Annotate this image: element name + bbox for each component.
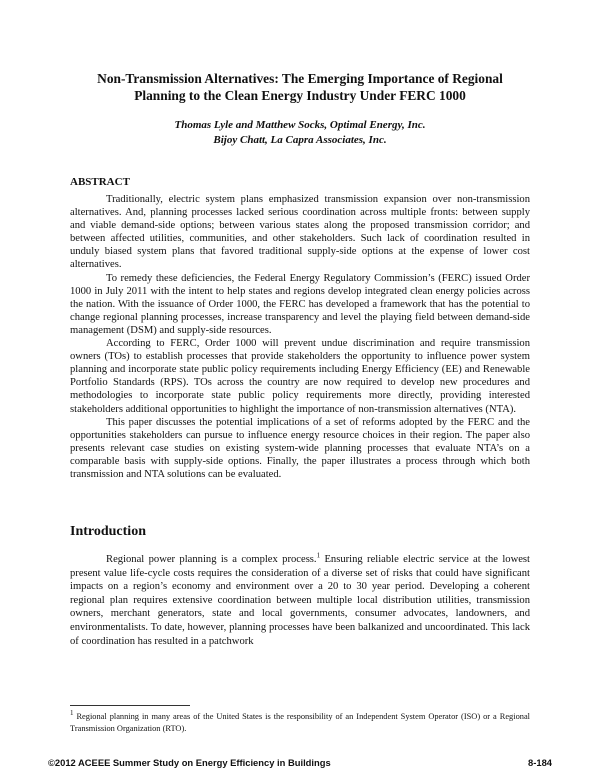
title-line-1: Non-Transmission Alternatives: The Emerging Importance of Regional <box>97 71 503 86</box>
title-line-2: Planning to the Clean Energy Industry Under FERC 1000 <box>134 88 466 103</box>
paper-title <box>60 70 540 104</box>
footer-citation: ©2012 ACEEE Summer Study on Energy Efficiency in Buildings <box>48 757 331 768</box>
abstract-paragraph: This paper discusses the potential implications of a set of reforms adopted by the FERC and the opportunities stakeholders can pursue to influence energy resource choices in their region. The paper also presents relevant case studies on existing system-wide planning processes that evaluate NTA’s on a comparable basis with supply-side options. Finally, the paper illustrates a process through which both transmission and NTA solutions can be evaluated. <box>70 416 530 480</box>
intro-text-rest: Ensuring reliable electric service at the lowest present value life-cycle costs requires the consideration of a diverse set of risks that could have significant impacts on a region’s economy and environment over a 20 to 30 year period. Developing a coherent regional plan requires extensive coordination between multiple local distribution utilities, transmission owners, merchant generators, state and local governments, consumer advocates, landowners, and environmentalists. To date, however, planning processes have been balkanized and uncoordinated. This lack of coordination has resulted in a patchwork <box>70 554 530 647</box>
authors-line-1: Thomas Lyle and Matthew Socks, Optimal Energy, Inc. <box>174 119 426 131</box>
footnote-text: Regional planning in many areas of the United States is the responsibility of an Independent System Operator (ISO) or a Regional Transmission Organization (RTO). <box>70 712 530 733</box>
intro-text-start: Regional power planning is a complex process. <box>106 554 317 565</box>
footnote-divider <box>70 705 190 706</box>
abstract-heading: ABSTRACT <box>70 176 130 188</box>
author-block <box>60 118 540 148</box>
footnote-marker: 1 <box>70 709 74 718</box>
authors-line-2: Bijoy Chatt, La Capra Associates, Inc. <box>213 134 387 146</box>
introduction-paragraph <box>70 553 530 648</box>
introduction-heading: Introduction <box>70 524 146 539</box>
page-number: 8-184 <box>528 757 552 768</box>
abstract-paragraph: According to FERC, Order 1000 will prevent undue discrimination and require transmission owners (TOs) to establish processes that provide stakeholders the opportunity to influence power system planning and incorporate state public policy requirements including Energy Efficiency (EE) and Renewable Portfolio Standards (RPS). TOs across the country are now required to develop new procedures and methodologies to incorporate state public policy requirements more directly, providing interested stakeholders additional opportunities to highlight the importance of non-transmission alternatives (NTA). <box>70 338 530 415</box>
abstract-body <box>70 193 530 481</box>
footnote <box>70 711 530 734</box>
introduction-body <box>70 553 530 648</box>
footnote-reference[interactable]: 1 <box>316 551 321 560</box>
abstract-paragraph: To remedy these deficiencies, the Federal Energy Regulatory Commission’s (FERC) issued Order 1000 in July 2011 with the intent to help states and regions develop integrated clean energy policies across the nation. With the issuance of Order 1000, the FERC has developed a framework that has the potential to change regional planning processes, increase transparency and level the playing field between demand-side management (DSM) and supply-side resources. <box>70 272 530 336</box>
abstract-paragraph: Traditionally, electric system plans emphasized transmission expansion over non-transmission alternatives. And, planning processes lacked serious coordination across multiple fronts: between supply and viable demand-side options; between various states along the proposed transmission corridor; and between affected utilities, communities, and other stakeholders. Such lack of coordination resulted in unduly biased system plans that favored traditional supply-side options at the expense of lower cost alternatives. <box>70 194 530 271</box>
